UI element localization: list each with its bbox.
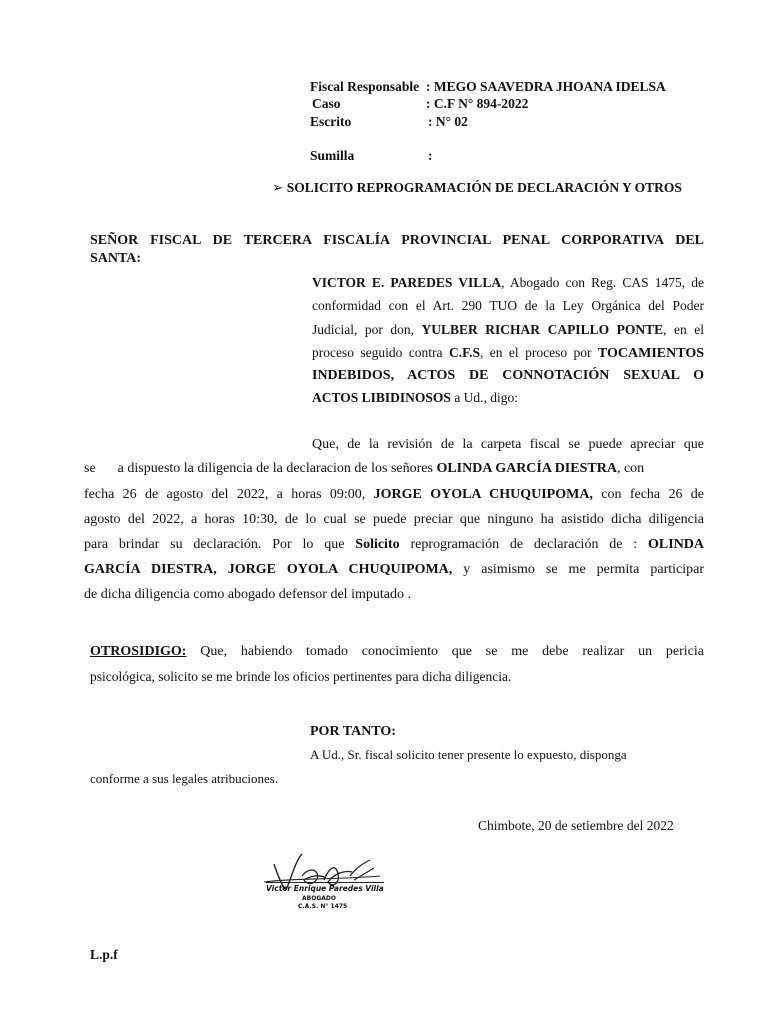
body-line-4: agosto del 2022, a horas 10:30, de lo cual se puede preciar que ninguno ha asistido dicha diligencia xyxy=(84,512,704,527)
solicito-text: Solicito xyxy=(355,537,400,552)
otrosi-text: Que, habiendo tomado conocimiento que se me debe realizar un pericia xyxy=(200,644,704,659)
signature-block xyxy=(262,846,382,916)
closing-line-1: A Ud., Sr. fiscal solicito tener presente lo expuesto, disponga xyxy=(310,747,627,762)
escrito-value: : N° 02 xyxy=(428,114,468,129)
witness-name: JORGE OYOLA CHUQUIPOMA, xyxy=(373,487,593,502)
body-text: , con xyxy=(616,461,645,476)
body-text: a dispuesto la diligencia de la declaracion de los señores xyxy=(117,461,433,476)
witness-name: OLINDA GARCÍA DIESTRA xyxy=(436,461,617,476)
body-text: fecha 26 de agosto del 2022, a horas 09:00, xyxy=(84,487,366,502)
otrosi-line-1 xyxy=(90,644,704,660)
otrosi-line-2: psicológica, solicito se me brinde los oficios pertinentes para dicha diligencia. xyxy=(90,669,512,684)
intro-text: , en el proceso por xyxy=(479,345,592,360)
signature-title: ABOGADO xyxy=(302,895,336,902)
footer-initials: L.p.f xyxy=(90,947,118,962)
fiscal-label: Fiscal Responsable xyxy=(310,79,420,94)
body-line-6 xyxy=(84,562,704,578)
escrito-label: Escrito xyxy=(310,114,352,129)
body-text: y asimismo se me permita participar xyxy=(463,562,705,577)
address-line-1: SEÑOR FISCAL DE TERCERA FISCALÍA PROVINCIAL PENAL CORPORATIVA DEL xyxy=(90,233,704,248)
closing-line-2: conforme a sus legales atribuciones. xyxy=(90,771,279,786)
intro-line-5: INDEBIDOS, ACTOS DE CONNOTACIÓN SEXUAL O xyxy=(312,368,704,383)
sumilla-line xyxy=(272,180,682,196)
caso-value: : C.F N° 894-2022 xyxy=(426,96,529,111)
intro-line-6 xyxy=(312,390,518,406)
intro-line-4 xyxy=(312,345,704,362)
intro-text: Judicial, por don, xyxy=(312,322,415,337)
caso-label: Caso xyxy=(312,96,341,111)
witness-names: GARCÍA DIESTRA, JORGE OYOLA CHUQUIPOMA, xyxy=(84,562,453,577)
intro-line-3 xyxy=(312,322,704,338)
arrow-bullet-icon: ➢ xyxy=(272,180,284,195)
place-date: Chimbote, 20 de setiembre del 2022 xyxy=(478,818,674,833)
por-tanto-heading: POR TANTO: xyxy=(310,724,396,739)
body-line-5 xyxy=(84,537,704,553)
sumilla-label: Sumilla xyxy=(310,148,355,163)
cfs-text: C.F.S xyxy=(448,345,480,360)
witness-name: OLINDA xyxy=(648,537,705,552)
sumilla-value: : xyxy=(428,148,433,163)
otrosi-label: OTROSIDIGO: xyxy=(90,644,187,659)
body-text: se xyxy=(84,461,96,476)
intro-line-2: conformidad con el Art. 290 TUO de la Ley Orgánica del Poder xyxy=(312,298,704,313)
lawyer-name: VICTOR E. PAREDES VILLA xyxy=(312,275,502,290)
signature-name: Victor Enrique Paredes Villa xyxy=(266,884,384,893)
body-line-7: de dicha diligencia como abogado defensor del imputado . xyxy=(84,587,411,602)
intro-text: , en el xyxy=(663,322,704,337)
body-line-2 xyxy=(84,461,704,477)
body-line-3 xyxy=(84,487,704,503)
intro-text: proceso seguido contra xyxy=(312,345,443,360)
intro-line-1 xyxy=(312,274,704,292)
intro-text: a Ud., digo: xyxy=(450,390,519,405)
body-text: para brindar su declaración. Por lo que xyxy=(84,537,345,552)
body-text: reprogramación de declaración de : xyxy=(410,537,638,552)
offense-text: TOCAMIENTOS xyxy=(597,346,704,361)
address-line-2: SANTA: xyxy=(90,251,142,266)
offense-text: ACTOS LIBIDINOSOS xyxy=(312,390,451,405)
fiscal-value: : MEGO SAAVEDRA JHOANA IDELSA xyxy=(426,79,666,94)
body-text: con fecha 26 de xyxy=(601,487,705,502)
signature-reg: C.A.S. N° 1475 xyxy=(298,903,348,910)
intro-text: , Abogado con Reg. CAS 1475, de xyxy=(501,275,704,290)
body-line-1: Que, de la revisión de la carpeta fiscal se puede apreciar que xyxy=(312,437,704,452)
sumilla-text: SOLICITO REPROGRAMACIÓN DE DECLARACIÓN Y OTROS xyxy=(286,180,682,195)
client-name: YULBER RICHAR CAPILLO PONTE xyxy=(421,322,664,337)
